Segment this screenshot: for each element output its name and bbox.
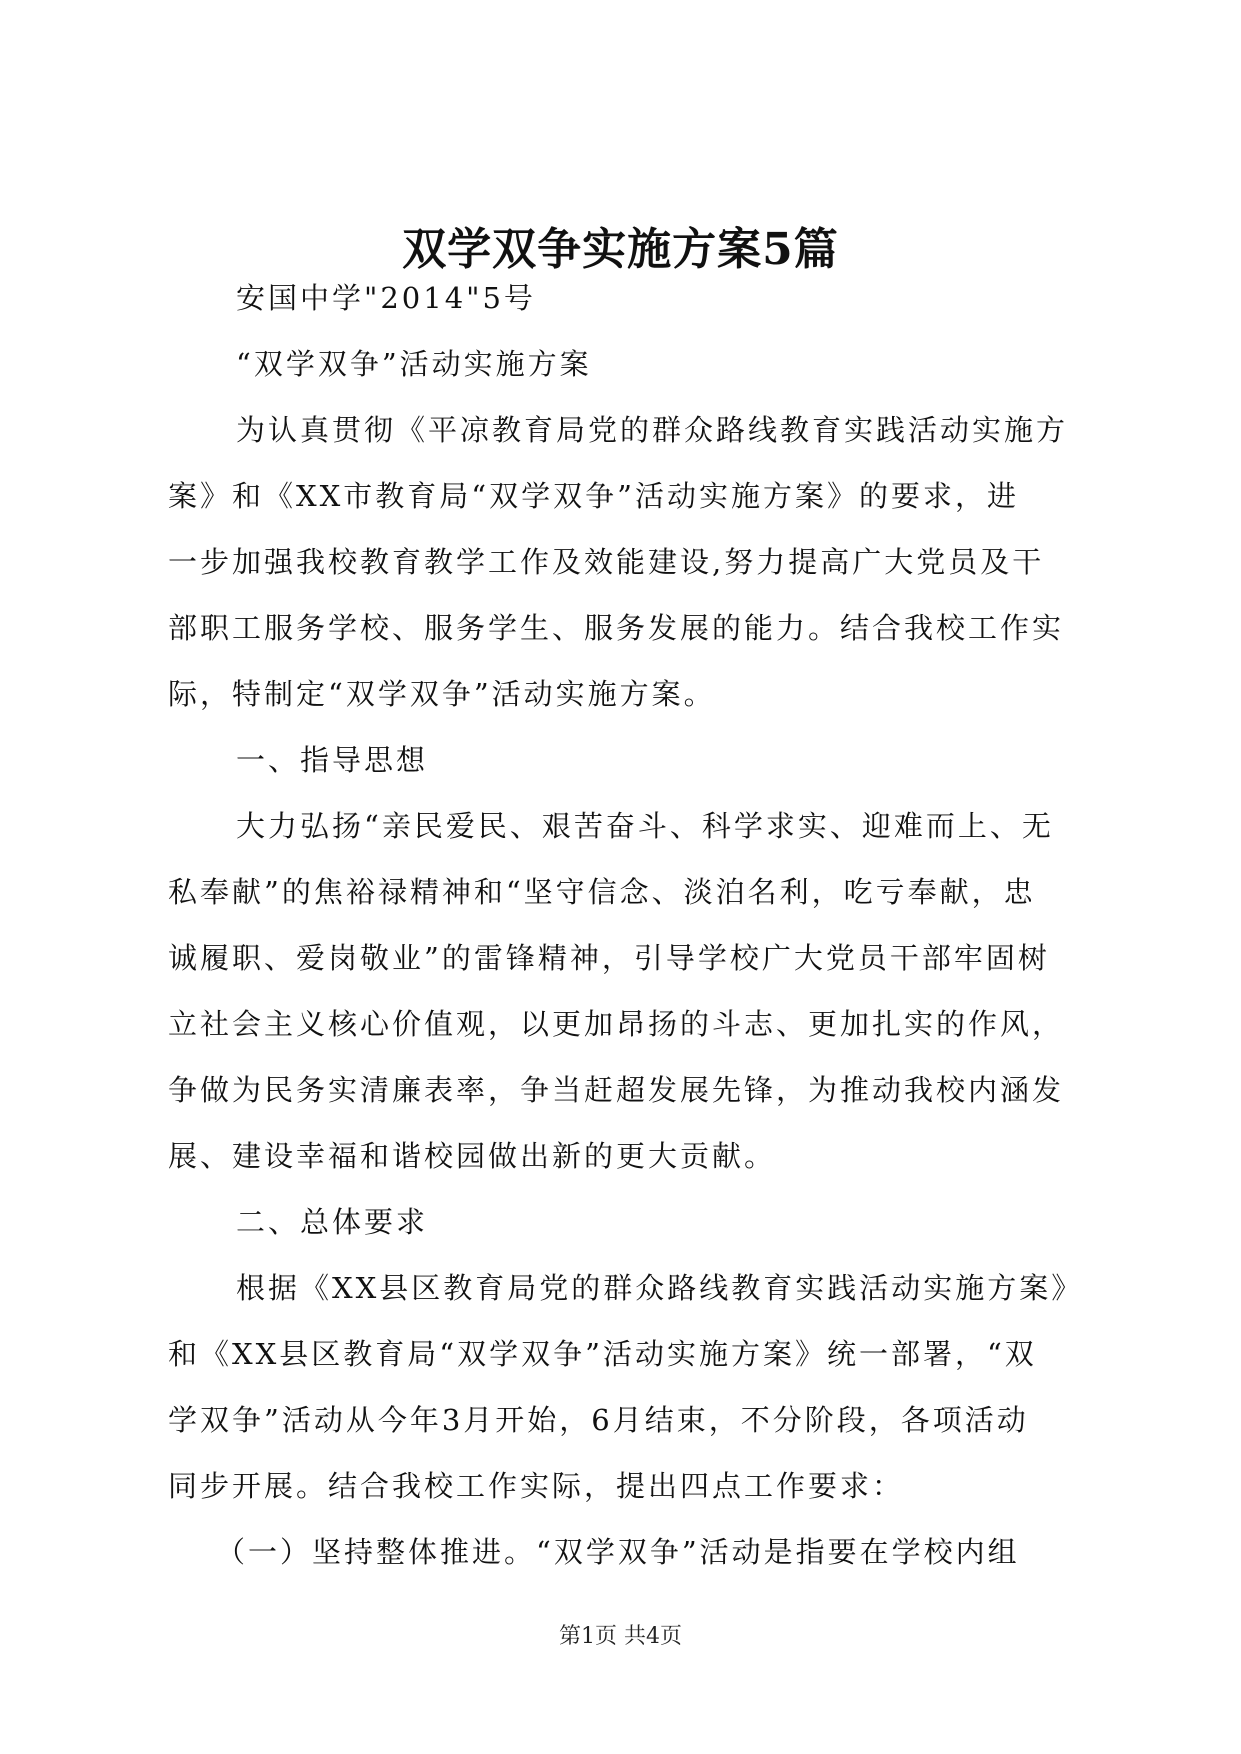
paragraph-line: 大力弘扬“亲民爱民、艰苦奋斗、科学求实、迎难而上、无 (236, 809, 1054, 843)
paragraph-line: 学双争”活动从今年3月开始，6月结束，不分阶段，各项活动 (168, 1403, 1029, 1437)
paragraph-line: 和《XX县区教育局“双学双争”活动实施方案》统一部署，“双 (168, 1337, 1037, 1371)
paragraph-line: 诚履职、爱岗敬业”的雷锋精神，引导学校广大党员干部牢固树 (168, 941, 1050, 975)
paragraph-line: 争做为民务实清廉表率，争当赶超发展先锋，为推动我校内涵发 (168, 1073, 1065, 1107)
page-footer: 第1页 共4页 (559, 1624, 682, 1649)
document-body (168, 265, 1088, 1585)
paragraph-line: 一步加强我校教育教学工作及效能建设,努力提高广大党员及干 (168, 545, 1045, 579)
section-heading: 二、总体要求 (236, 1205, 429, 1239)
paragraph-line: 展、建设幸福和谐校园做出新的更大贡献。 (168, 1139, 777, 1173)
paragraph-line: 立社会主义核心价值观，以更加昂扬的斗志、更加扎实的作风， (168, 1007, 1065, 1041)
paragraph-line: 根据《XX县区教育局党的群众路线教育实践活动实施方案》 (236, 1271, 1084, 1305)
paragraph-line: 私奉献”的焦裕禄精神和“坚守信念、淡泊名利，吃亏奉献，忠 (168, 875, 1036, 909)
section-heading: 一、指导思想 (236, 743, 429, 777)
paragraph-line: 际，特制定“双学双争”活动实施方案。 (168, 677, 716, 711)
document-title: 双学双争实施方案5篇 (402, 224, 839, 275)
paragraph-line: （一）坚持整体推进。“双学双争”活动是指要在学校内组 (216, 1535, 1020, 1569)
plan-subtitle: “双学双争”活动实施方案 (236, 347, 592, 381)
paragraph-line: 同步开展。结合我校工作实际，提出四点工作要求： (168, 1469, 905, 1503)
document-number: 安国中学"2014"5号 (236, 281, 536, 315)
paragraph-line: 为认真贯彻《平凉教育局党的群众路线教育实践活动实施方 (236, 413, 1069, 447)
paragraph-line: 案》和《XX市教育局“双学双争”活动实施方案》的要求，进 (168, 479, 1019, 513)
paragraph-line: 部职工服务学校、服务学生、服务发展的能力。结合我校工作实 (168, 611, 1065, 645)
